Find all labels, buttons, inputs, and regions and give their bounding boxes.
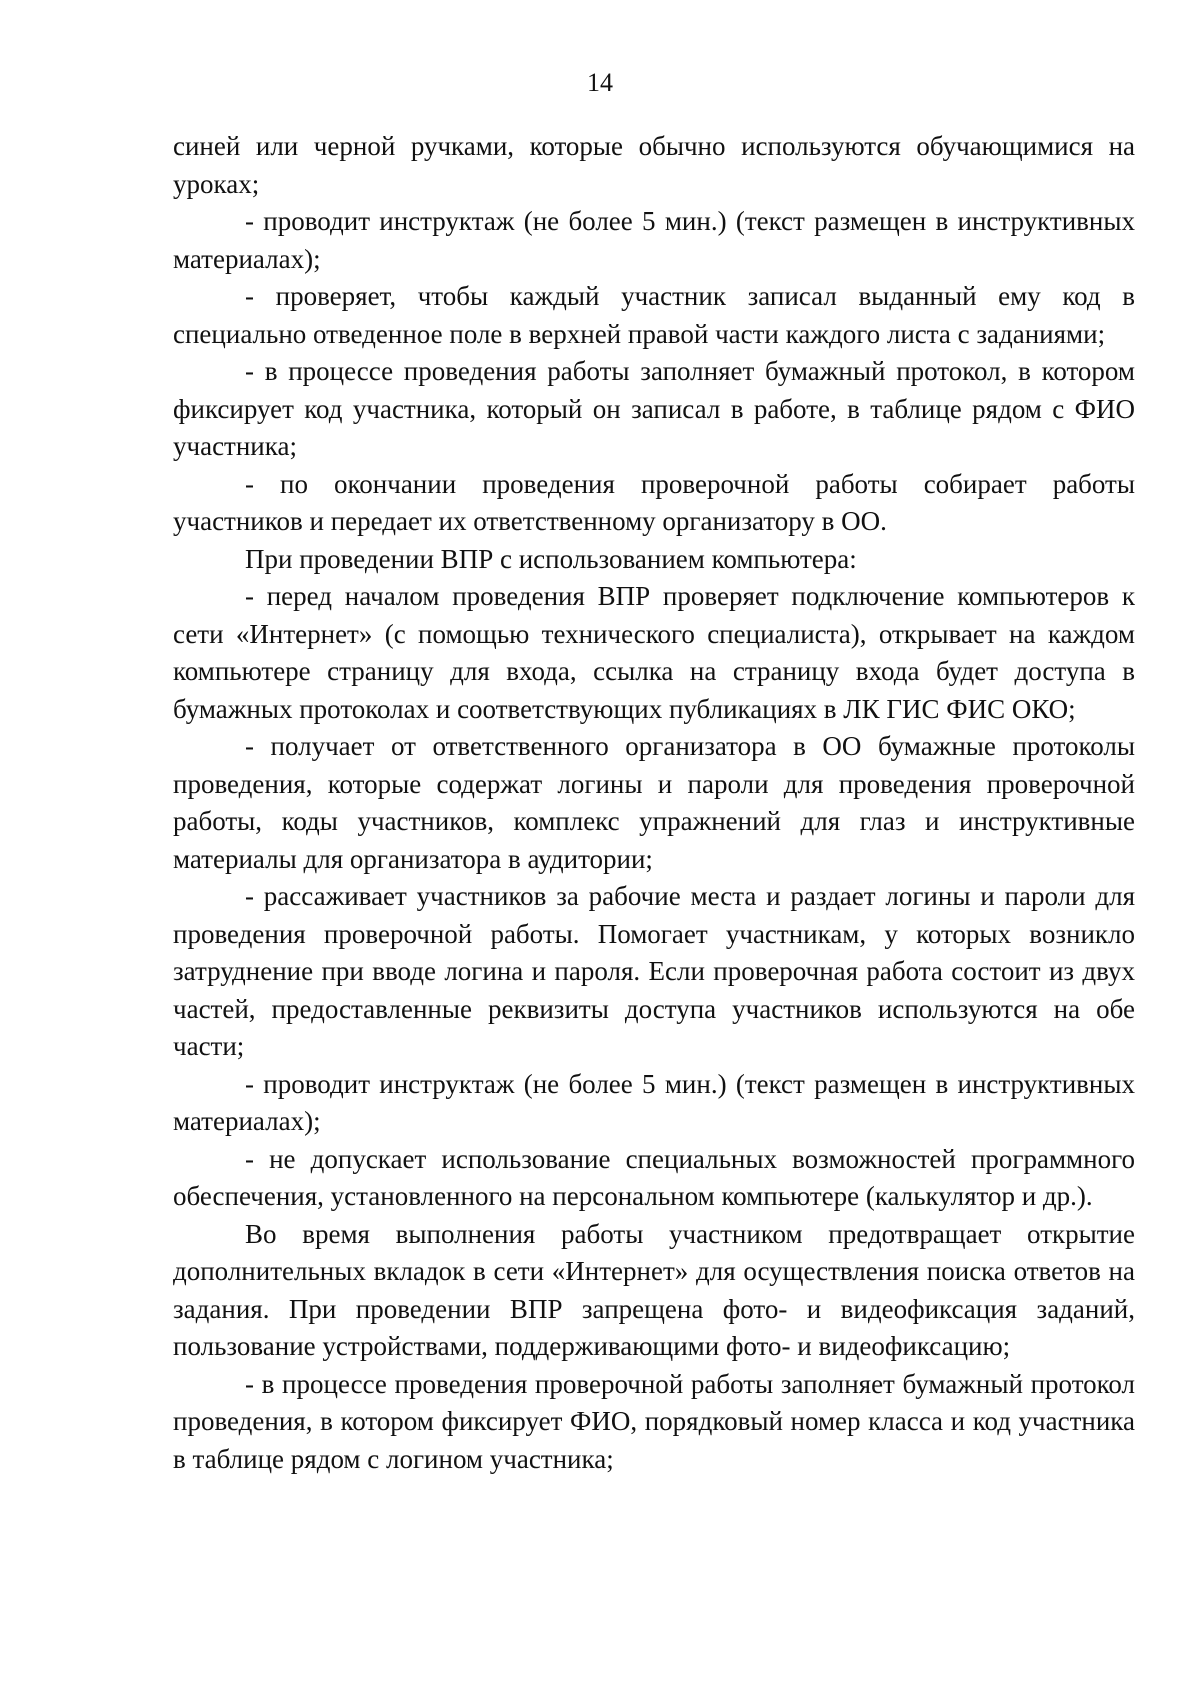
paragraph-fill-protocol: - в процессе проведения работы заполняет бумажный протокол, в котором фиксирует код участника, который он записал в работе, в таблице рядом с ФИО участника;	[173, 356, 1135, 461]
paragraph-prevent-tabs: Во время выполнения работы участником предотвращает открытие дополнительных вкладок в сети «Интернет» для осуществления поиска ответов на задания. При проведении ВПР запрещена фото- и видеофиксация заданий, пользование устройствами, поддерживающими фото- и видеофиксацию;	[173, 1218, 1135, 1361]
paragraph-instruction-briefing-2: - проводит инструктаж (не более 5 мин.) (текст размещен в инструктивных материалах);	[173, 1068, 1135, 1136]
paragraph-seat-participants: - рассаживает участников за рабочие места и раздает логины и пароли для проведения проверочной работы. Помогает участникам, у которых возникло затруднение при вводе логина и пароля. Если проверочная работа состоит из двух частей, предоставленные реквизиты доступа участников используются на обе части;	[173, 881, 1135, 1061]
paragraph-check-codes: - проверяет, чтобы каждый участник записал выданный ему код в специально отведенное поле в верхней правой части каждого листа с заданиями;	[173, 281, 1135, 349]
paragraph-fill-protocol-2: - в процессе проведения проверочной работы заполняет бумажный протокол проведения, в котором фиксирует ФИО, порядковый номер класса и код участника в таблице рядом с логином участника;	[173, 1368, 1135, 1474]
paragraph-instruction-briefing: - проводит инструктаж (не более 5 мин.) (текст размещен в инструктивных материалах);	[173, 206, 1135, 274]
paragraph-receive-protocols: - получает от ответственного организатора в ОО бумажные протоколы проведения, которые содержат логины и пароли для проведения проверочной работы, коды участников, комплекс упражнений для глаз и инструктивные материалы для организатора в аудитории;	[173, 731, 1135, 874]
paragraph-collect-works: - по окончании проведения проверочной работы собирает работы участников и передает их ответственному организатору в ОО.	[173, 468, 1135, 536]
page-number: 14	[587, 68, 613, 97]
paragraph-no-special-features: - не допускает использование специальных возможностей программного обеспечения, установленного на персональном компьютере (калькулятор и др.).	[173, 1143, 1135, 1211]
paragraph-computer-heading: При проведении ВПР с использованием компьютера:	[245, 543, 857, 574]
paragraph-continuation: синей или черной ручками, которые обычно используются обучающимися на уроках;	[173, 131, 1135, 199]
paragraph-check-internet: - перед началом проведения ВПР проверяет подключение компьютеров к сети «Интернет» (с помощью технического специалиста), открывает на каждом компьютере страницу для входа, ссылка на страницу входа будет доступа в бумажных протоколах и соответствующих публикациях в ЛК ГИС ФИС ОКО;	[173, 581, 1135, 724]
document-body	[173, 128, 1135, 1478]
